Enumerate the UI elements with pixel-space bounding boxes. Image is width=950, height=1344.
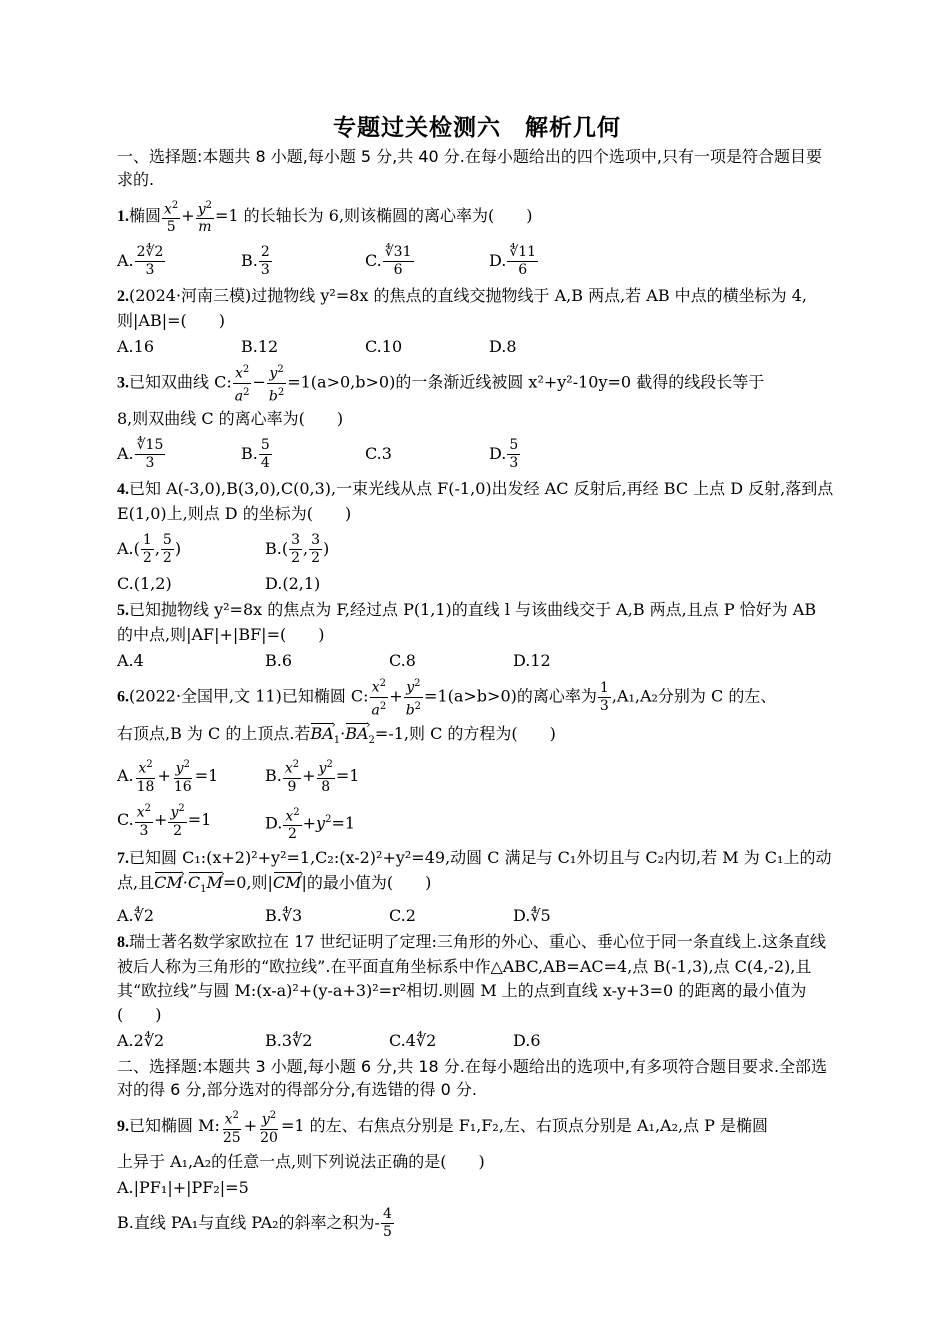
exam-page xyxy=(117,112,837,1246)
option-a[interactable]: A. $\frac{x^2}{18}$ + $\frac{y^2}{16}$ =1 xyxy=(117,755,265,797)
option-c[interactable]: C. $\frac{x^2}{3}$ + $\frac{y^2}{2}$ =1 xyxy=(117,799,265,844)
question-7: 7.已知圆 C₁:(x+2)²+y²=1,C₂:(x-2)²+y²=49,动圆 C 满足与 C₁外切且与 C₂内切,若 M 为 C₁上的动点,且CM $›\cdot C_1M$ ›=0,则|CM ›|的最小值为( ) xyxy=(117,846,837,902)
question-4: 4.已知 A(-3,0),B(3,0),C(0,3),一束光线从点 F(-1,0)出发经 AC 反射后,再经 BC 上点 D 反射,落到点 E(1,0)上,则点 D 的坐标为( ) xyxy=(117,479,834,524)
question-4-options-ab xyxy=(117,528,837,570)
option-d[interactable]: D.6 xyxy=(513,1031,541,1051)
fraction: $\frac{x^2}{5}$ xyxy=(162,197,180,237)
question-9-line-2: 上异于 A₁,A₂的任意一点,则下列说法正确的是( ) xyxy=(117,1152,485,1172)
question-5-options xyxy=(117,649,837,673)
option-a[interactable]: A.4 xyxy=(117,651,144,671)
option-b[interactable]: B. $\frac{5}{4}$ xyxy=(241,437,270,472)
question-8: 8.瑞士著名数学家欧拉在 17 世纪证明了定理:三角形的外心、重心、垂心位于同一条直线上.这条直线被后人称为三角形的“欧拉线”.在平面直角坐标系中作△ABC,AB=AC=4,点 B(-1,3),点 C(4,-2),且其“欧拉线”与圆 M:(x-a)²+(y-a+3)²=r²相切.则圆 M 上的点到直线 x-y+3=0 的距离的最小值为( ) xyxy=(117,932,827,1025)
option-c[interactable]: C. $\frac{∜31}{6}$ xyxy=(365,244,412,278)
option-b[interactable]: B.直线 PA₁与直线 PA₂的斜率之积为- $\frac{4}{5}$ xyxy=(117,1206,392,1241)
option-d[interactable]: D. $\frac{∜11}{6}$ xyxy=(489,244,537,278)
fraction: $\frac{y^2}{m}$ xyxy=(196,197,214,237)
option-b[interactable]: B. $\frac{2}{3}$ xyxy=(241,244,270,278)
option-c[interactable]: C.4∜2 xyxy=(389,1031,437,1051)
question-2: 2.(2024·河南三模)过抛物线 y²=8x 的焦点的直线交抛物线于 A,B 两点,若 AB 中点的横坐标为 4,则|AB|=( ) xyxy=(117,286,808,330)
question-3-line-2: 8,则双曲线 C 的离心率为( ) xyxy=(117,409,344,429)
option-b[interactable]: B.( $\frac{3}{2}$ , $\frac{3}{2}$ ) xyxy=(265,532,330,567)
question-7-options xyxy=(117,904,837,928)
question-3-options xyxy=(117,433,837,475)
option-a[interactable]: A.|PF₁|+|PF₂|=5 xyxy=(117,1178,249,1198)
option-a[interactable]: A.∜2 xyxy=(117,906,155,926)
option-c[interactable]: C.2 xyxy=(389,906,416,926)
question-number: 1 xyxy=(117,208,125,225)
question-6: 6.(2022·全国甲,文 11)已知椭圆 C: $\frac{x^2}{a^2}$ + $\frac{y^2}{b^2}$ =1(a>b>0)的离心率为 $\frac{1}{3}$ ,A₁,A₂分别为 C 的左、 xyxy=(117,675,837,719)
option-c[interactable]: C.(1,2) xyxy=(117,574,172,594)
option-d[interactable]: D.12 xyxy=(513,651,551,671)
question-9: 9.已知椭圆 M: $\frac{x^2}{25}$ + $\frac{y^2}{20}$ =1 的左、右焦点分别是 F₁,F₂,左、右顶点分别是 A₁,A₂,点 P 是椭圆 xyxy=(117,1105,837,1148)
question-1-options xyxy=(117,240,837,282)
option-c[interactable]: C.8 xyxy=(389,651,416,671)
question-8-options xyxy=(117,1029,837,1053)
option-b[interactable]: B.3∜2 xyxy=(265,1031,313,1051)
option-b[interactable]: B.12 xyxy=(241,337,279,356)
option-a[interactable]: A.16 xyxy=(117,337,154,356)
option-d[interactable]: D.8 xyxy=(489,337,517,356)
question-1: 1.椭圆 $\frac{x^2}{5}$ + $\frac{y^2}{m}$ =1 的长轴长为 6,则该椭圆的离心率为( ) xyxy=(117,195,837,238)
option-b[interactable]: B.6 xyxy=(265,651,293,671)
option-d[interactable]: D.(2,1) xyxy=(265,574,321,594)
option-a[interactable]: A. $\frac{2∜2}{3}$ xyxy=(117,244,164,278)
question-6-line-2: 右顶点,B 为 C 的上顶点.若BA $›_1\cdot BA$ $›_2=-1$,则 C 的方程为( ) xyxy=(117,722,837,753)
question-6-options-cd xyxy=(117,799,837,844)
question-6-options-ab xyxy=(117,755,837,797)
option-c[interactable]: C.10 xyxy=(365,337,403,356)
option-d[interactable]: D.∜5 xyxy=(513,906,551,926)
option-a[interactable]: A.2∜2 xyxy=(117,1031,165,1051)
question-5: 5.已知抛物线 y²=8x 的焦点为 F,经过点 P(1,1)的直线 l 与该曲线交于 A,B 两点,且点 P 恰好为 AB 的中点,则|AF|+|BF|=( ) xyxy=(117,600,817,645)
option-a[interactable]: A. $\frac{∜15}{3}$ xyxy=(117,437,164,472)
option-a[interactable]: A.( $\frac{1}{2}$ , $\frac{5}{2}$ ) xyxy=(117,532,182,567)
section-2-heading: 二、选择题:本题共 3 小题,每小题 6 分,共 18 分.在每小题给出的选项中,有多项符合题目要求.全部选对的得 6 分,部分选对的得部分分,有选错的得 0 分. xyxy=(117,1057,828,1100)
option-d[interactable]: D. $\frac{5}{3}$ xyxy=(489,437,519,472)
question-4-options-cd xyxy=(117,572,837,596)
page-title: 专题过关检测六 解析几何 xyxy=(333,115,621,141)
section-1-heading: 一、选择题:本题共 8 小题,每小题 5 分,共 40 分.在每小题给出的四个选项中,只有一项是符合题目要求的. xyxy=(117,147,822,189)
question-2-options xyxy=(117,335,837,359)
option-b[interactable]: B. $\frac{x^2}{9}$ + $\frac{y^2}{8}$ =1 xyxy=(265,755,413,797)
option-d[interactable]: D. $\frac{x^2}{2}$ $+y^2=1$ xyxy=(265,799,413,844)
question-3: 3.已知双曲线 C: $\frac{x^2}{a^2}$ − $\frac{y^2}{b^2}$ =1(a>0,b>0)的一条渐近线被圆 x²+y²-10y=0 截得的线段长等于 xyxy=(117,361,837,405)
option-c[interactable]: C.3 xyxy=(365,444,392,464)
option-b[interactable]: B.∜3 xyxy=(265,906,303,926)
